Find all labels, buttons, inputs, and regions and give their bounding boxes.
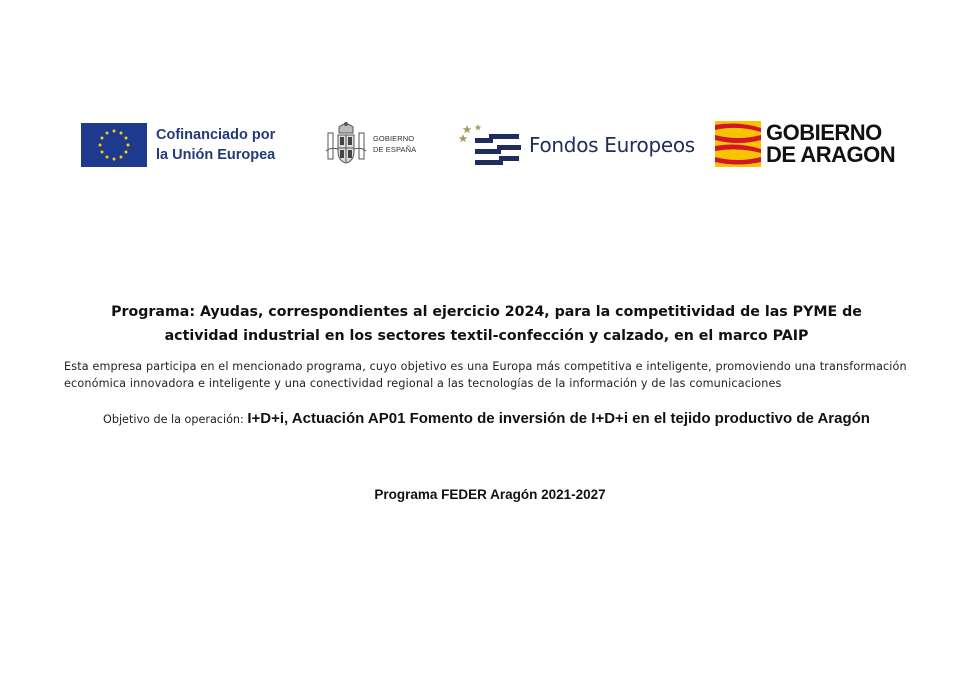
eu-cofinanciado-logo <box>81 123 275 167</box>
logo-bar <box>0 118 973 173</box>
fondos-europeos-text: Fondos Europeos <box>529 133 695 157</box>
gobierno-aragon-logo <box>715 121 895 167</box>
objective-label: Objetivo de la operación: <box>103 413 248 426</box>
spain-logo-line2: DE ESPAÑA <box>373 145 417 154</box>
gobierno-espana-text <box>373 133 416 155</box>
program-title-line2: actividad industrial en los sectores textil-confección y calzado, en el marco PAIP <box>164 328 809 344</box>
spain-logo-line1: GOBIERNO <box>373 134 415 143</box>
eu-logo-line2: la Unión Europea <box>156 147 276 163</box>
program-description-line1: Esta empresa participa en el mencionado programa, cuyo objetivo es una Europa más competitiva e inteligente, promoviendo una transformación <box>64 360 907 373</box>
eu-logo-text <box>156 125 275 165</box>
program-title-line1: Programa: Ayudas, correspondientes al ejercicio 2024, para la competitividad de las PYME de <box>111 304 862 320</box>
fondos-europeos-mark-icon <box>459 122 523 168</box>
operation-objective <box>0 408 973 427</box>
eu-logo-line1: Cofinanciado por <box>156 127 276 143</box>
gobierno-espana-logo <box>325 121 416 167</box>
program-description <box>64 359 934 392</box>
aragon-logo-line1: GOBIERNO <box>766 120 882 145</box>
aragon-flag-icon <box>715 121 761 167</box>
program-description-line2: económica innovadora e inteligente y una conectividad regional a las tecnologías de la información y de las comunicaciones <box>64 376 782 390</box>
objective-value: I+D+i, Actuación AP01 Fomento de inversión de I+D+i en el tejido productivo de Aragón <box>247 410 870 427</box>
gobierno-aragon-text <box>766 122 895 166</box>
program-title <box>0 300 973 348</box>
fondos-europeos-logo <box>459 122 695 168</box>
aragon-logo-line2: DE ARAGON <box>766 142 896 167</box>
eu-flag-icon <box>81 123 147 167</box>
spain-coat-of-arms-icon <box>325 121 367 167</box>
feder-program-label: Programa FEDER Aragón 2021-2027 <box>374 487 606 502</box>
